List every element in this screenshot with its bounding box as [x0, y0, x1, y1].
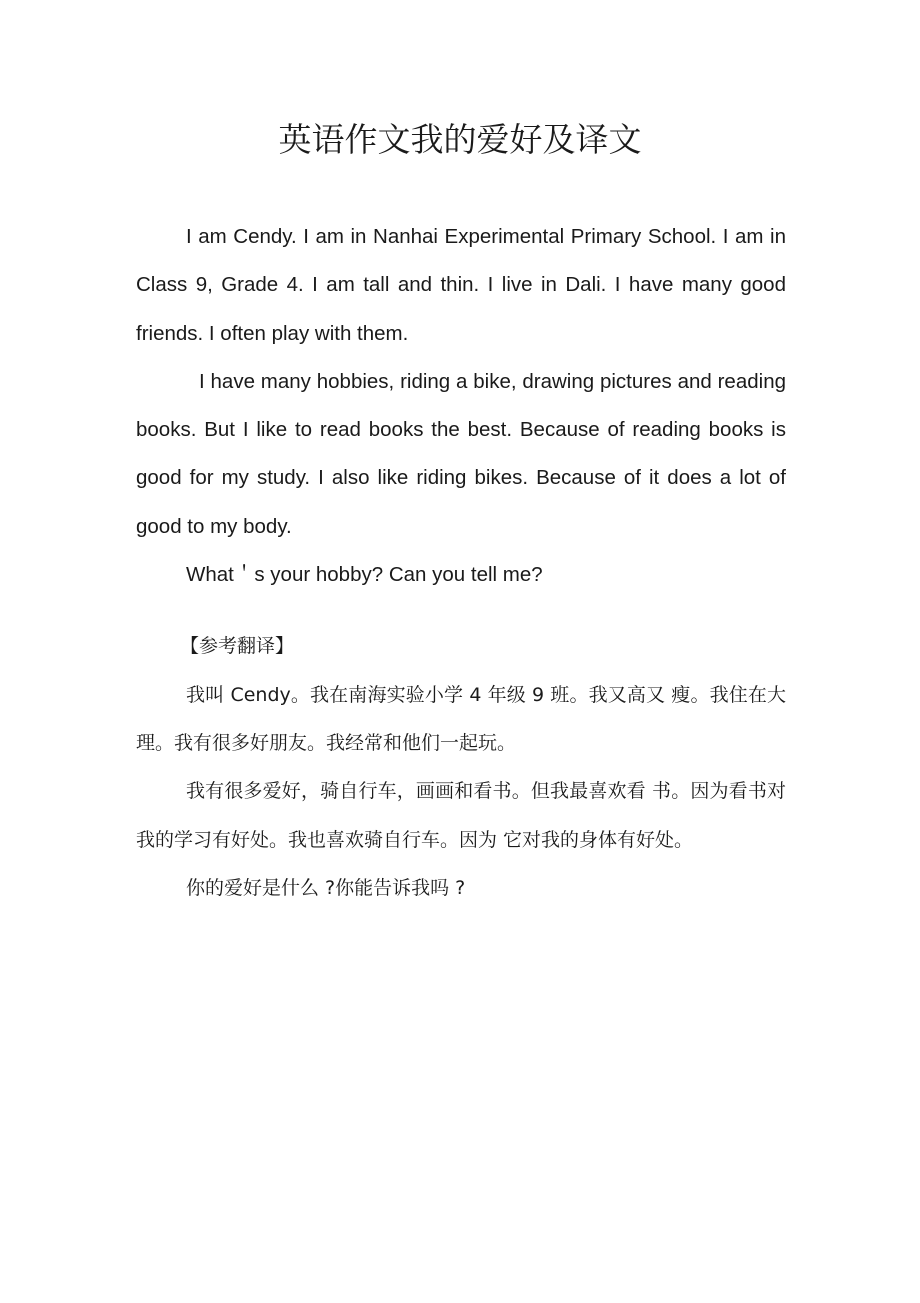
- english-paragraph-3: What＇s your hobby? Can you tell me?: [186, 563, 543, 587]
- english-paragraph-2: I have many hobbies, riding a bike, drawing pictures and reading books. But I like to read books the best. Because of reading books is good for my study. I also like riding bikes. Because of it does a lot of good to my body.: [136, 369, 786, 538]
- chinese-paragraph-1: 我叫 Cendy。我在南海实验小学 4 年级 9 班。我又高又 瘦。我住在大理。我有很多好朋友。我经常和他们一起玩。: [136, 683, 786, 754]
- translation-heading: 【参考翻译】: [180, 635, 295, 658]
- document-body: [136, 213, 786, 912]
- section-gap: [136, 599, 786, 622]
- chinese-paragraph-2: 我有很多爱好，骑自行车，画画和看书。但我最喜欢看 书。因为看书对我的学习有好处。我也喜欢骑自行车。因为 它对我的身体有好处。: [136, 780, 786, 851]
- document-title: 英语作文我的爱好及译文: [278, 120, 642, 159]
- chinese-paragraph-3: 你的爱好是什么 ?你能告诉我吗 ?: [186, 876, 466, 899]
- english-paragraph-1: I am Cendy. I am in Nanhai Experimental Primary School. I am in Class 9, Grade 4. I am tall and thin. I live in Dali. I have many good friends. I often play with them.: [136, 225, 786, 345]
